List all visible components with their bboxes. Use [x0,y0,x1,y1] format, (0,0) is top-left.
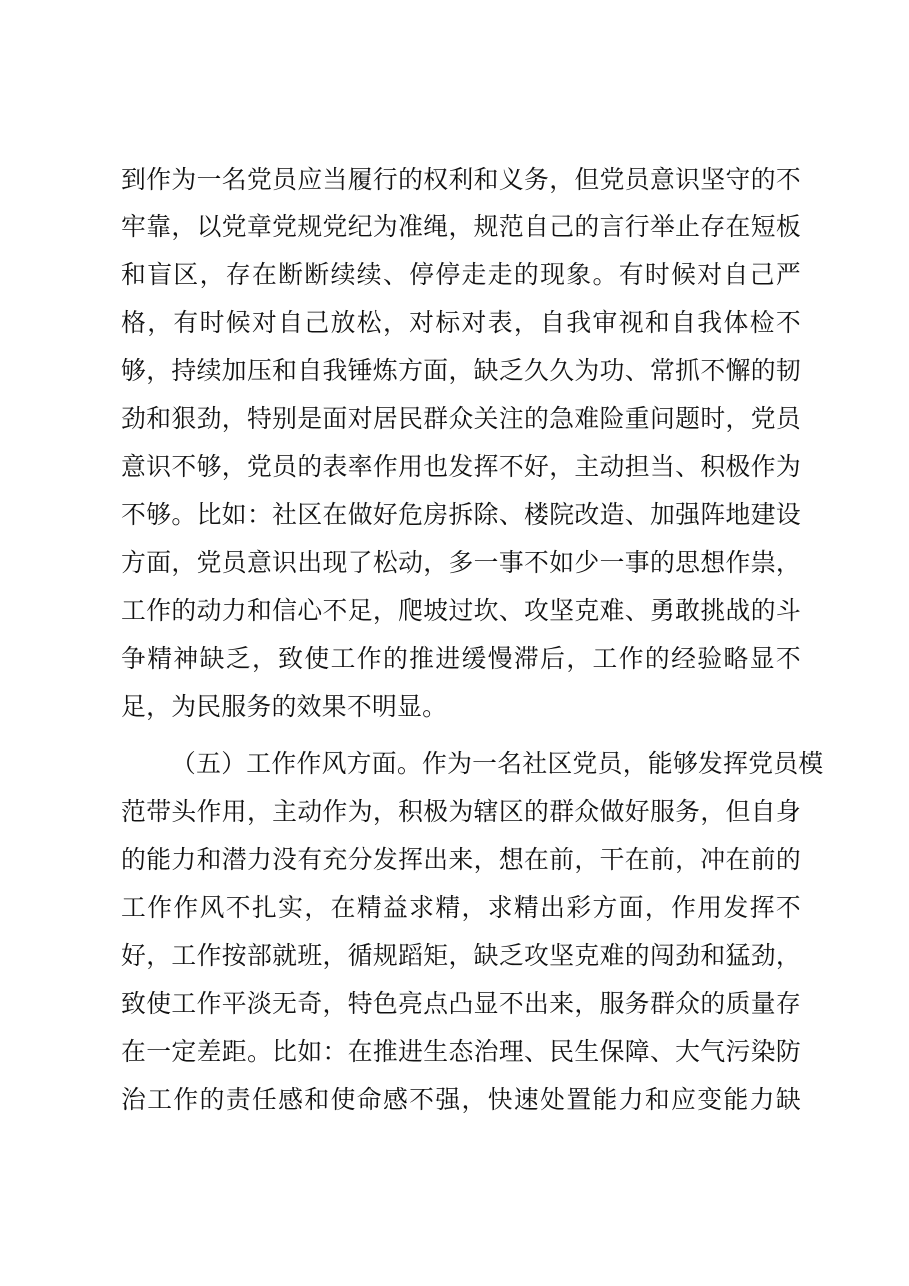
text-line: 和盲区，存在断断续续、停停走走的现象。有时候对自己严 [121,260,801,289]
text-line: 好，工作按部就班，循规蹈矩，缺乏攻坚克难的闯劲和猛劲， [121,941,801,970]
text-line: 不够。比如：社区在做好危房拆除、楼院改造、加强阵地建设 [121,500,801,529]
text-line: 劲和狠劲，特别是面对居民群众关注的急难险重问题时，党员 [121,404,801,433]
text-line: 方面，党员意识出现了松动，多一事不如少一事的思想作祟， [121,548,801,577]
text-line: 的能力和潜力没有充分发挥出来，想在前，干在前，冲在前的 [121,845,801,874]
text-line: 致使工作平淡无奇，特色亮点凸显不出来，服务群众的质量存 [121,989,801,1018]
text-line: 在一定差距。比如：在推进生态治理、民生保障、大气污染防 [121,1037,801,1066]
text-line: 工作作风不扎实，在精益求精，求精出彩方面，作用发挥不 [121,893,801,922]
text-line: 够，持续加压和自我锤炼方面，缺乏久久为功、常抓不懈的韧 [121,356,801,385]
text-line: 足，为民服务的效果不明显。 [121,692,448,721]
text-line: 治工作的责任感和使命感不强，快速处置能力和应变能力缺 [121,1085,801,1114]
text-line: 意识不够，党员的表率作用也发挥不好，主动担当、积极作为 [121,452,801,481]
text-line: 争精神缺乏，致使工作的推进缓慢滞后，工作的经验略显不 [121,644,801,673]
text-line: 工作的动力和信心不足，爬坡过坎、攻坚克难、勇敢挑战的斗 [121,596,801,625]
text-line: 范带头作用，主动作为，积极为辖区的群众做好服务，但自身 [121,797,801,826]
text-line: 牢靠，以党章党规党纪为准绳，规范自己的言行举止存在短板 [121,212,801,241]
paragraph-start-line: （五）工作作风方面。作为一名社区党员，能够发挥党员模 [171,749,824,778]
text-line: 到作为一名党员应当履行的权利和义务，但党员意识坚守的不 [121,165,801,194]
text-line: 格，有时候对自己放松，对标对表，自我审视和自我体检不 [121,308,801,337]
